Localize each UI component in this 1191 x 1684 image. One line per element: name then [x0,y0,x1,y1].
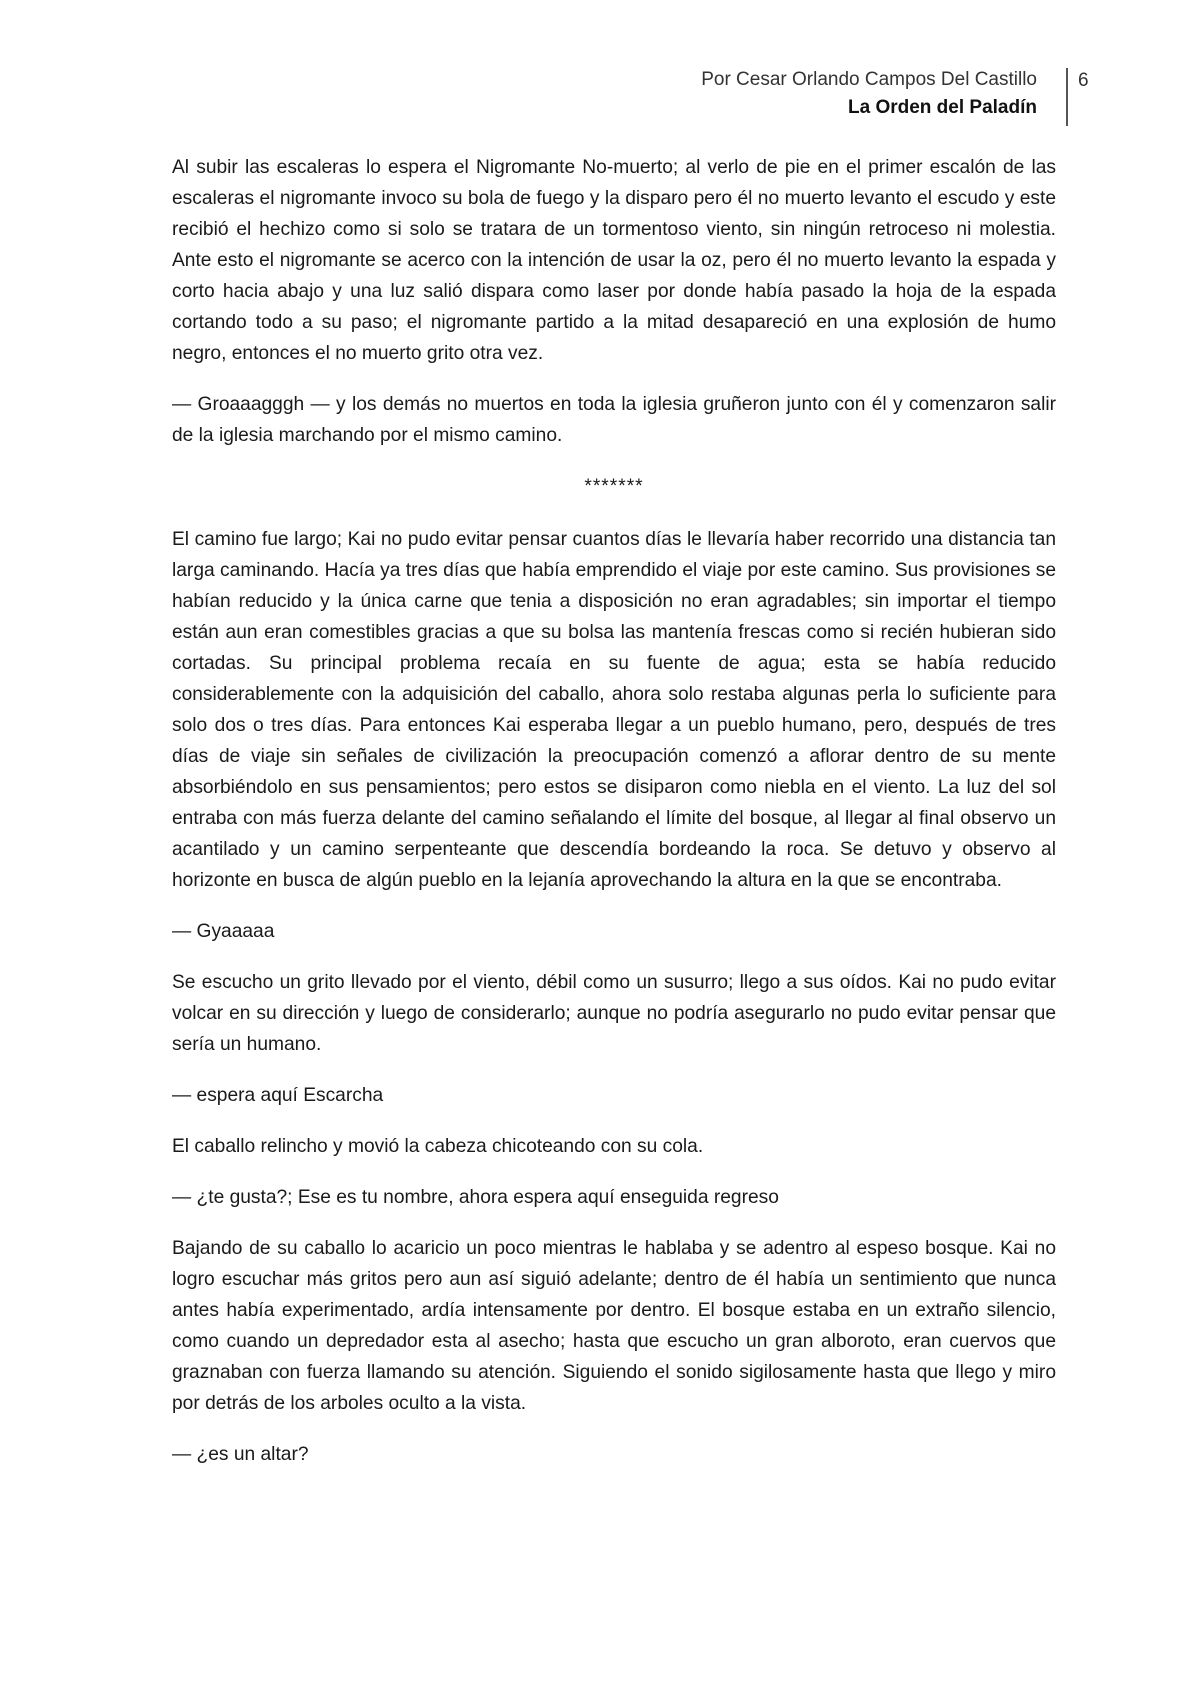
header-author: Por Cesar Orlando Campos Del Castillo [701,69,1037,90]
dialog-line: — ¿te gusta?; Ese es tu nombre, ahora espera aquí enseguida regreso [172,1187,779,1208]
paragraph: Se escucho un grito llevado por el viento, débil como un susurro; llego a sus oídos. Kai no pudo evitar volcar en su dirección y luego de considerarlo; aunque no podría asegurarlo no pudo evitar pensar que sería un humano. [172,972,1056,1055]
paragraph: El caballo relincho y movió la cabeza chicoteando con su cola. [172,1136,704,1157]
header-book-title: La Orden del Paladín [848,97,1037,118]
header-divider [1066,68,1068,126]
page-body [172,152,1056,1490]
paragraph: Bajando de su caballo lo acaricio un poco mientras le hablaba y se adentro al espeso bosque. Kai no logro escuchar más gritos pero aun así siguió adelante; dentro de él había un sentimiento que nunca antes había experimentado, ardía intensamente por dentro. El bosque estaba en un extraño silencio, como cuando un depredador esta al asecho; hasta que escucho un gran alboroto, eran cuervos que graznaban con fuerza llamando su atención. Siguiendo el sonido sigilosamente hasta que llego y miro por detrás de los arboles oculto a la vista. [172,1238,1056,1414]
running-header [701,66,1053,122]
dialog-line: — ¿es un altar? [172,1444,309,1465]
page-number: 6 [1078,70,1089,91]
dialog-line: — espera aquí Escarcha [172,1085,384,1106]
paragraph: Al subir las escaleras lo espera el Nigromante No-muerto; al verlo de pie en el primer escalón de las escaleras el nigromante invoco su bola de fuego y la disparo pero él no muerto levanto el escudo y este recibió el hechizo como si solo se tratara de un tormentoso viento, sin ningún retroceso ni molestia. Ante esto el nigromante se acerco con la intención de usar la oz, pero él no muerto levanto la espada y corto hacia abajo y una luz salió dispara como laser por donde había pasado la hoja de la espada cortando todo a su paso; el nigromante partido a la mitad desapareció en una explosión de humo negro, entonces el no muerto grito otra vez. [172,157,1056,364]
dialog-line: — Groaaagggh — y los demás no muertos en toda la iglesia gruñeron junto con él y comenzaron salir de la iglesia marchando por el mismo camino. [172,394,1056,446]
dialog-line: — Gyaaaaa [172,921,275,942]
paragraph: El camino fue largo; Kai no pudo evitar pensar cuantos días le llevaría haber recorrido una distancia tan larga caminando. Hacía ya tres días que había emprendido el viaje por este camino. Sus provisiones se habían reducido y la única carne que tenia a disposición no eran agradables; sin importar el tiempo están aun eran comestibles gracias a que su bolsa las mantenía frescas como si recién hubieran sido cortadas. Su principal problema recaía en su fuente de agua; esta se había reducido considerablemente con la adquisición del caballo, ahora solo restaba algunas perla lo suficiente para solo dos o tres días. Para entonces Kai esperaba llegar a un pueblo humano, pero, después de tres días de viaje sin señales de civilización la preocupación comenzó a aflorar dentro de su mente absorbiéndolo en sus pensamientos; pero estos se disiparon como niebla en el viento. La luz del sol entraba con más fuerza delante del camino señalando el límite del bosque, al llegar al final observo un acantilado y un camino serpenteante que descendía bordeando la roca. Se detuvo y observo al horizonte en busca de algún pueblo en la lejanía aprovechando la altura en la que se encontraba. [172,529,1056,891]
scene-separator: ******* [584,476,644,497]
